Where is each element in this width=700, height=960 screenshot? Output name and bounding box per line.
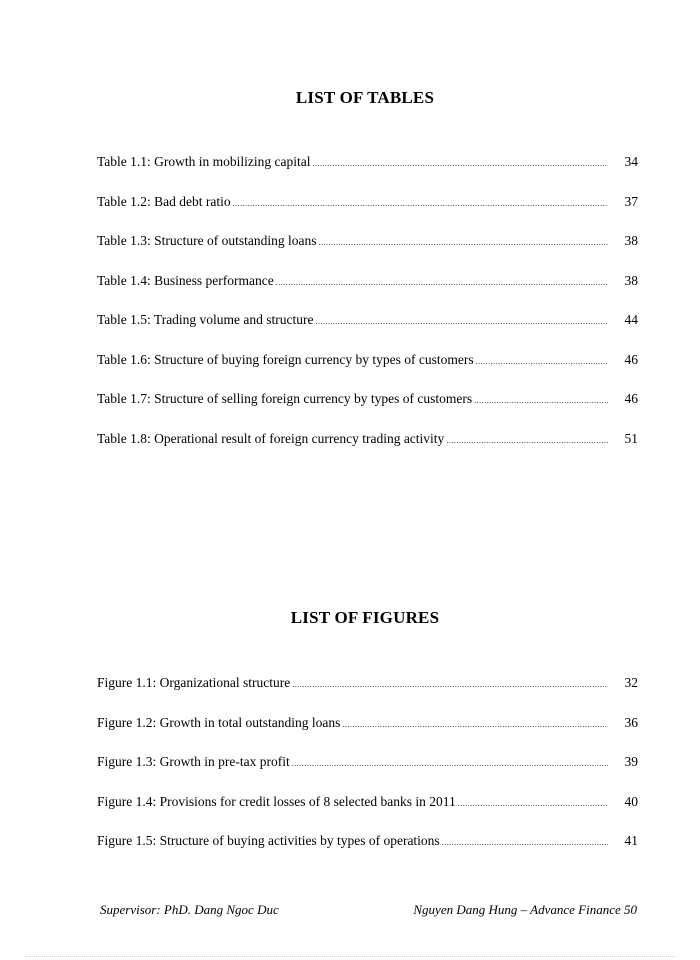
toc-entry[interactable] (97, 754, 638, 794)
toc-entry-label: Table 1.3: Structure of outstanding loans (97, 233, 317, 248)
toc-entry-page: 40 (624, 793, 638, 809)
toc-entry-label: Table 1.7: Structure of selling foreign currency by types of customers (97, 391, 473, 406)
dot-leader (292, 759, 608, 768)
toc-entry-page: 51 (624, 430, 638, 446)
footer-supervisor: Supervisor: PhD. Dang Ngoc Duc (100, 902, 279, 917)
toc-entry-page: 36 (624, 714, 638, 730)
tables-list (97, 154, 638, 470)
footer-author: Nguyen Dang Hung – Advance Finance 50 (413, 902, 637, 917)
toc-entry-label: Figure 1.4: Provisions for credit losses of 8 selected banks in 2011 (97, 793, 456, 809)
toc-entry[interactable] (97, 715, 638, 755)
dot-leader (276, 278, 608, 287)
toc-entry-page: 44 (624, 312, 638, 327)
figures-list (97, 675, 638, 873)
page-bottom-divider (25, 956, 675, 957)
toc-entry-label: Figure 1.3: Growth in pre-tax profit (97, 754, 290, 769)
toc-entry-page: 46 (624, 351, 638, 367)
toc-entry[interactable] (97, 352, 638, 392)
toc-entry[interactable] (97, 391, 638, 431)
toc-entry-label: Table 1.2: Bad debt ratio (97, 193, 231, 209)
toc-entry-label: Table 1.4: Business performance (97, 272, 274, 288)
toc-entry[interactable] (97, 154, 638, 194)
dot-leader (474, 396, 608, 405)
dot-leader (319, 238, 608, 247)
dot-leader (316, 317, 608, 326)
toc-entry-page: 32 (624, 675, 638, 690)
toc-entry[interactable] (97, 833, 638, 873)
toc-entry-label: Table 1.8: Operational result of foreign currency trading activity (97, 430, 445, 446)
toc-entry-label: Figure 1.5: Structure of buying activities by types of operations (97, 833, 440, 848)
toc-entry-page: 39 (624, 754, 638, 769)
dot-leader (292, 680, 608, 689)
toc-entry-page: 41 (624, 833, 638, 848)
toc-entry[interactable] (97, 233, 638, 273)
toc-entry[interactable] (97, 194, 638, 234)
toc-entry[interactable] (97, 431, 638, 471)
toc-entry-label: Table 1.1: Growth in mobilizing capital (97, 154, 311, 169)
toc-entry-page: 38 (624, 233, 638, 248)
toc-entry[interactable] (97, 312, 638, 352)
toc-entry-label: Figure 1.2: Growth in total outstanding loans (97, 714, 341, 730)
toc-entry-page: 34 (624, 154, 638, 169)
dot-leader (313, 159, 608, 168)
dot-leader (458, 799, 608, 808)
toc-entry-page: 37 (624, 193, 638, 209)
toc-entry[interactable] (97, 273, 638, 313)
toc-entry-label: Figure 1.1: Organizational structure (97, 675, 291, 690)
toc-entry-page: 38 (624, 272, 638, 288)
toc-entry-label: Table 1.6: Structure of buying foreign currency by types of customers (97, 351, 474, 367)
list-of-tables-heading: LIST OF TABLES (295, 88, 435, 107)
dot-leader (476, 357, 608, 366)
list-of-figures-heading: LIST OF FIGURES (290, 608, 440, 627)
dot-leader (233, 199, 608, 208)
toc-entry-label: Table 1.5: Trading volume and structure (97, 312, 314, 327)
dot-leader (442, 838, 608, 847)
toc-entry[interactable] (97, 675, 638, 715)
dot-leader (446, 436, 608, 445)
dot-leader (342, 720, 608, 729)
toc-entry-page: 46 (624, 391, 638, 406)
toc-entry[interactable] (97, 794, 638, 834)
